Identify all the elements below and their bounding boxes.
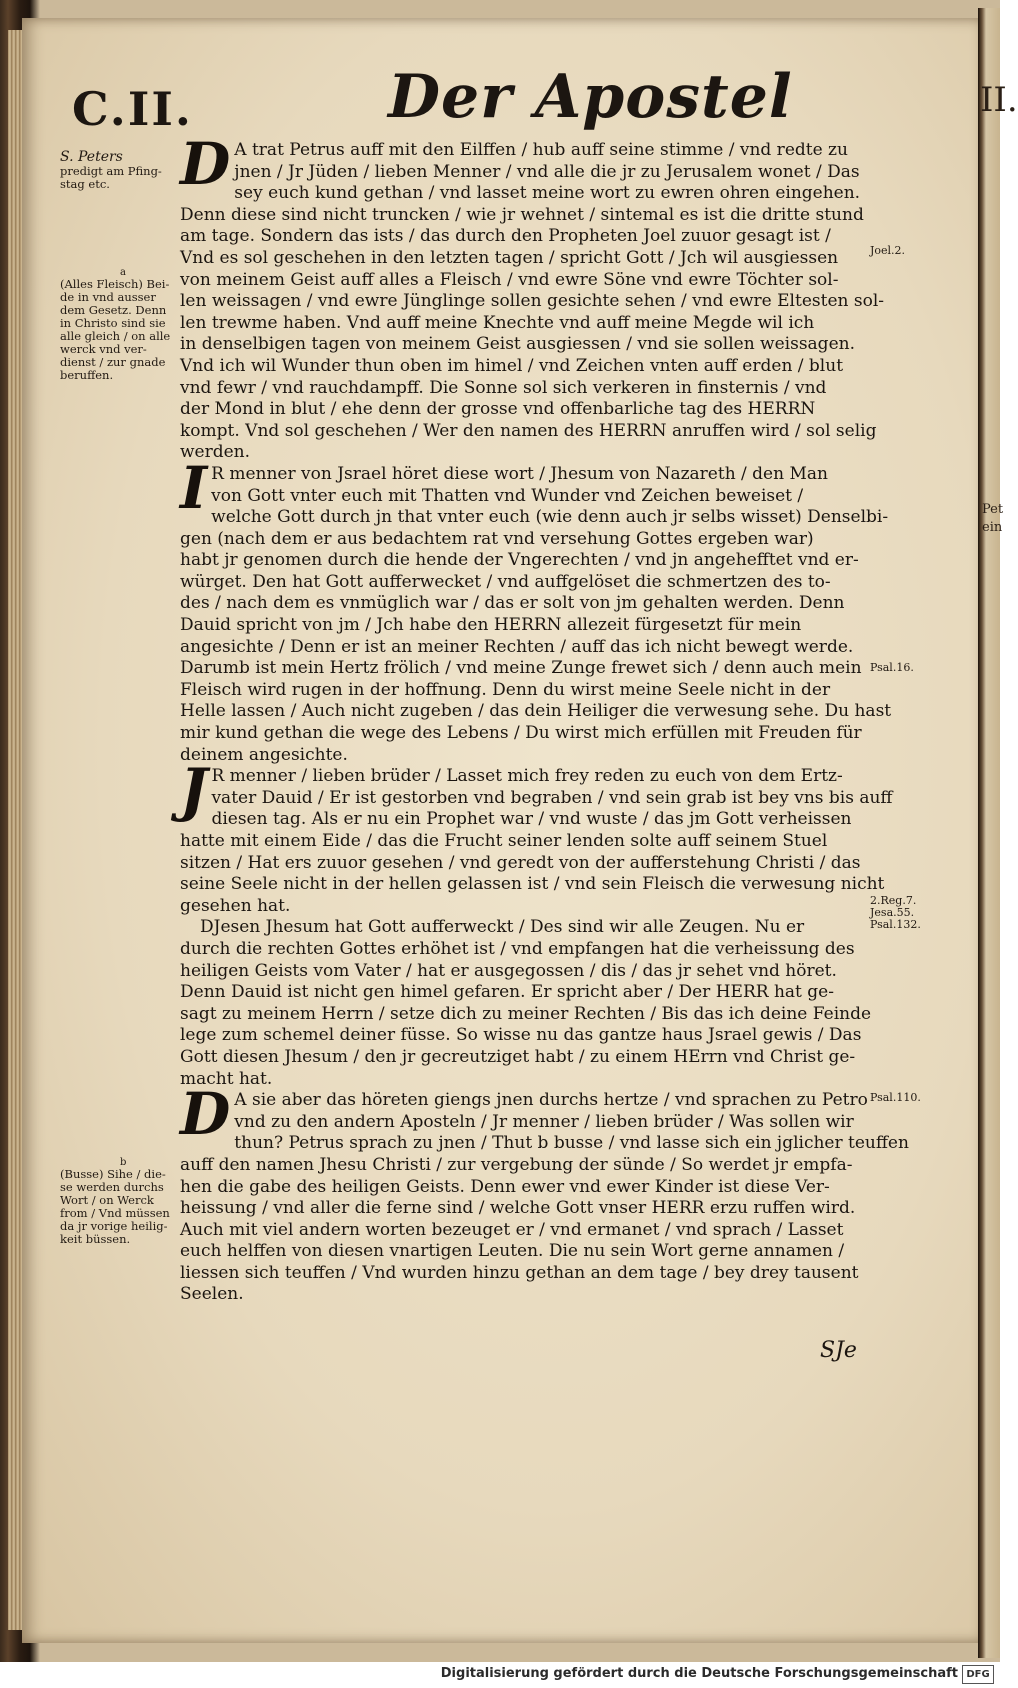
text-line: len trewme haben. Vnd auff meine Knechte vnd auff meine Megde wil ich: [180, 312, 815, 333]
text-line: macht hat.: [180, 1068, 273, 1089]
running-head: Der Apostel: [388, 62, 793, 132]
catchword: SJe: [820, 1338, 857, 1363]
text-line: sitzen / Hat ers zuuor gesehen / vnd geredt von der aufferstehung Christi / das: [180, 852, 861, 873]
text-line: habt jr genomen durch die hende der Vngerechten / vnd jn angehefftet vnd er-: [180, 550, 859, 571]
next-page-fragment: ein: [982, 520, 1003, 535]
scripture-reference: Psal.16.: [870, 661, 914, 674]
footer-bar: [0, 1662, 1000, 1688]
text-line: jnen / Jr Jüden / lieben Menner / vnd alle die jr zu Jerusalem wonet / Das: [234, 161, 860, 182]
text-line: A trat Petrus auff mit den Eilffen / hub auff seine stimme / vnd redte zu: [234, 140, 848, 160]
text-line: Fleisch wird rugen in der hoffnung. Denn du wirst meine Seele nicht in der: [180, 679, 831, 700]
text-line: in denselbigen tagen von meinem Geist ausgiessen / vnd sie sollen weissagen.: [180, 334, 855, 355]
text-line: Denn Dauid ist nicht gen himel gefaren. Er spricht aber / Der HERR hat ge-: [180, 982, 834, 1003]
text-line: Dauid spricht von jm / Jch habe den HERRN allezeit fürgesetzt für mein: [180, 615, 802, 636]
digitization-credit: Digitalisierung gefördert durch die Deutsche Forschungsgemeinschaft: [440, 1666, 958, 1681]
next-page-fragment: II.: [980, 80, 1018, 120]
text-line: mir kund gethan die wege des Lebens / Du wirst mich erfüllen mit Freuden für: [180, 723, 862, 744]
paragraph: [180, 756, 893, 917]
book-page-edges: [8, 30, 22, 1630]
paragraph: [180, 917, 872, 1090]
text-line: Gott diesen Jhesum / den jr gecreutziget habt / zu einem HErrn vnd Christ ge-: [180, 1046, 856, 1067]
text-line: heiligen Geists vom Vater / hat er ausgegossen / dis / das jr sehet vnd höret.: [180, 960, 837, 981]
text-line: gen (nach dem er aus bedachtem rat vnd versehung Gottes ergeben war): [180, 528, 814, 549]
text-line: A sie aber das höreten giengs jnen durchs hertze / vnd sprachen zu Petro: [234, 1090, 868, 1111]
text-line: len weissagen / vnd ewre Jünglinge sollen gesichte sehen / vnd ewre Eltesten sol-: [180, 291, 884, 312]
text-line: DJesen Jhesum hat Gott aufferweckt / Des sind wir alle Zeugen. Nu er: [200, 917, 805, 938]
margin-note-text: (Busse) Sihe / die- se werden durchs Wort / on Werck from / Vnd müssen da jr vorige heilig- keit büssen.: [60, 1167, 170, 1246]
text-line: sagt zu meinem Herrn / setze dich zu meiner Rechten / Bis das ich deine Feinde: [180, 1003, 872, 1024]
text-line: euch helffen von diesen vnartigen Leuten. Die nu sein Wort gerne annamen /: [180, 1241, 845, 1262]
text-line: Darumb ist mein Hertz frölich / vnd meine Zunge frewet sich / denn auch mein: [180, 658, 862, 679]
scripture-reference: Joel.2.: [870, 244, 906, 257]
text-line: hatte mit einem Eide / das die Frucht seiner lenden solte auff seinem Stuel: [180, 831, 828, 851]
text-line: diesen tag. Als er nu ein Prophet war / vnd wuste / das jm Gott verheissen: [211, 809, 852, 830]
scripture-reference: Psal.110.: [870, 1091, 921, 1104]
text-line: R menner von Jsrael höret diese wort / Jhesum von Nazareth / den Man: [211, 463, 828, 484]
drop-cap: J: [180, 756, 208, 825]
scripture-reference: 2.Reg.7. Jesa.55. Psal.132.: [870, 894, 921, 931]
text-line: heissung / vnd aller die ferne sind / welche Gott vnser HERR erzu ruffen wird.: [180, 1198, 856, 1219]
footnote-mark: b: [120, 1157, 127, 1168]
drop-cap: D: [180, 130, 231, 198]
text-line: werden.: [180, 442, 251, 463]
text-line: von meinem Geist auff alles a Fleisch / vnd ewre Söne vnd ewre Töchter sol-: [180, 269, 839, 290]
text-line: Vnd ich wil Wunder thun oben im himel / vnd Zeichen vnten auff erden / blut: [180, 355, 844, 376]
margin-note: [60, 268, 180, 382]
text-line: des / nach dem es vnmüglich war / das er solt von jm gehalten werden. Denn: [180, 593, 845, 614]
text-line: gesehen hat.: [180, 895, 291, 916]
text-line: durch die rechten Gottes erhöhet ist / vnd empfangen hat die verheissung des: [180, 938, 855, 959]
text-line: Auch mit viel andern worten bezeuget er / vnd ermanet / vnd sprach / Lasset: [180, 1219, 844, 1240]
drop-cap: I: [180, 453, 208, 522]
margin-note: [60, 150, 180, 191]
text-line: der Mond in blut / ehe denn der grosse vnd offenbarliche tag des HERRN: [180, 399, 816, 420]
margin-note-text: (Alles Fleisch) Bei- de in vnd ausser dem Gesetz. Denn in Christo sind sie alle gleich / on alle werck vnd ver- dienst / zur gnade beruffen.: [60, 277, 171, 382]
text-line: welche Gott durch jn that vnter euch (wie denn auch jr selbs wisset) Denselbi-: [211, 507, 889, 528]
text-line: thun? Petrus sprach zu jnen / Thut b busse / vnd lasse sich ein jglicher teuffen: [234, 1133, 909, 1154]
next-page-strip: [978, 8, 1018, 1658]
text-line: würget. Den hat Gott aufferwecket / vnd auffgelöset die schmertzen des to-: [180, 571, 831, 592]
text-line: lege zum schemel deiner füsse. So wisse nu das gantze haus Jsrael gewis / Das: [180, 1025, 862, 1046]
text-line: R menner / lieben brüder / Lasset mich frey reden zu euch von dem Ertz-: [211, 766, 843, 787]
text-line: hen die gabe des heiligen Geists. Denn ewer vnd ewer Kinder ist diese Ver-: [180, 1176, 830, 1197]
text-line: kompt. Vnd sol geschehen / Wer den namen des HERRN anruffen wird / sol selig: [180, 420, 877, 441]
text-line: sey euch kund gethan / vnd lasset meine wort zu ewren ohren eingehen.: [234, 183, 861, 204]
text-line: auff den namen Jhesu Christi / zur vergebung der sünde / So werdet jr empfa-: [180, 1154, 853, 1175]
text-line: deinem angesichte.: [180, 744, 348, 765]
text-line: Helle lassen / Auch nicht zugeben / das dein Heiliger die verwesung sehe. Du hast: [180, 701, 892, 722]
text-line: vater Dauid / Er ist gestorben vnd begraben / vnd sein grab ist bey vns bis auff: [211, 787, 893, 808]
paragraph: [180, 130, 884, 464]
next-page-fragment: Pet: [982, 502, 1004, 517]
text-line: Denn diese sind nicht truncken / wie jr wehnet / sintemal es ist die dritte stund: [180, 204, 864, 225]
drop-cap: D: [180, 1080, 231, 1149]
text-line: von Gott vnter euch mit Thatten vnd Wunder vnd Zeichen beweiset /: [211, 485, 804, 506]
margin-note-title: S. Peters: [60, 149, 123, 165]
text-line: angesichte / Denn er ist an meiner Rechten / auff das ich nicht bewegt werde.: [180, 636, 854, 657]
text-line: seine Seele nicht in der hellen gelassen ist / vnd sein Fleisch die verwesung nicht: [180, 874, 885, 895]
margin-note-text: predigt am Pfing- stag etc.: [60, 164, 162, 191]
text-line: am tage. Sondern das ists / das durch den Propheten Joel zuuor gesagt ist /: [180, 226, 831, 247]
text-line: Vnd es sol geschehen in den letzten tagen / spricht Gott / Jch wil ausgiessen: [180, 247, 839, 268]
text-line: vnd zu den andern Aposteln / Jr menner / lieben brüder / Was sollen wir: [234, 1111, 854, 1132]
text-line: vnd fewr / vnd rauchdampff. Die Sonne sol sich verkeren in finsternis / vnd: [180, 377, 827, 398]
text-line: Seelen.: [180, 1284, 244, 1305]
folio-number: C.II.: [72, 82, 193, 136]
margin-note: [60, 1158, 180, 1246]
dfg-logo: DFG: [962, 1665, 994, 1684]
text-line: liessen sich teuffen / Vnd wurden hinzu gethan an dem tage / bey drey tausent: [180, 1262, 859, 1283]
footnote-mark: a: [120, 267, 126, 278]
